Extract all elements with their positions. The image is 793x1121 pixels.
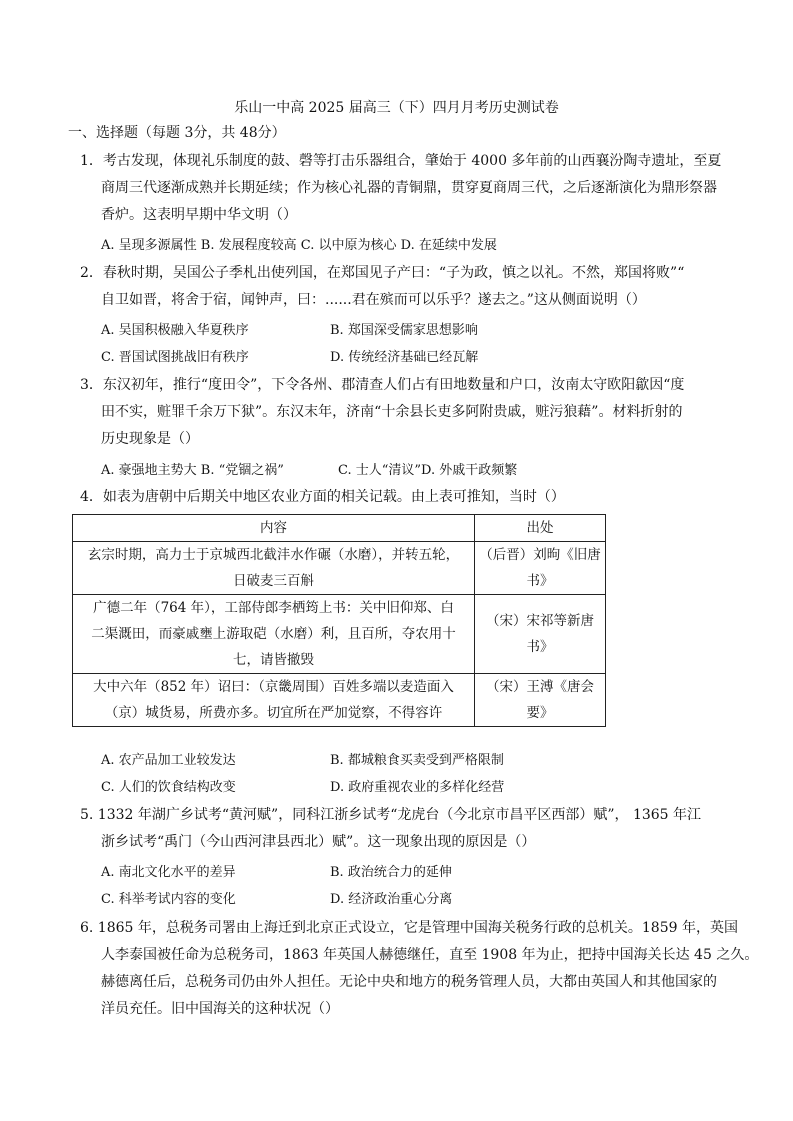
option-d: D. 传统经济基础已经瓦解 <box>330 350 479 365</box>
question-2-line: 2．春秋时期，吴国公子季札出使列国，在郑国见子产曰：“子为政，慎之以礼。不然，郑国将败”“ <box>80 265 685 281</box>
option-ab: A. 豪强地主势大 B. “党锢之祸” <box>101 463 284 478</box>
question-1-options: A. 呈现多源属性 B. 发展程度较高 C. 以中原为核心 D. 在延续中发展 <box>101 238 497 253</box>
question-4-line: 4．如表为唐朝中后期关中地区农业方面的相关记载。由上表可推知，当时（） <box>80 489 565 505</box>
row-content <box>73 595 475 674</box>
question-4 <box>80 484 720 511</box>
question-3-line: 田不实，赃罪千余万下狱”。东汉末年，济南“十余县长吏多阿附贵戚，赃污狼藉”。材料折射的 <box>101 404 683 420</box>
source-line: （宋）王溥《唐会 <box>486 679 594 695</box>
source-line: 书》 <box>526 573 554 589</box>
header-content: 内容 <box>73 515 475 542</box>
option-a: A. 南北文化水平的差异 <box>101 865 236 880</box>
content-line: 玄宗时期，高力士于京城西北截沣水作碾（水磨），并转五轮， <box>87 547 460 563</box>
question-6-line: 赫德离任后，总税务司仍由外人担任。无论中央和地方的税务管理人员，大都由英国人和其他国家的 <box>101 974 717 990</box>
question-3 <box>80 372 720 453</box>
exam-title: 乐山一中高 2025 届高三（下）四月月考历史测试卷 <box>234 100 559 116</box>
question-5-line: 浙乡试考“禹门（今山西河津县西北）赋”。这一现象出现的原因是（） <box>101 834 536 850</box>
question-6-line: 洋员充任。旧中国海关的这种状况（） <box>101 1001 339 1017</box>
question-6-line: 人李泰国被任命为总税务司，1863 年英国人赫德继任，直至 1908 年为止，把持中国海关长达 45 之久。 <box>101 947 759 963</box>
section-heading: 一、选择题（每题 3分，共 48分） <box>68 125 286 141</box>
option-d: D. 政府重视农业的多样化经营 <box>330 780 505 795</box>
question-2-line: 自卫如晋，将舍于宿，闻钟声，曰：......君在殡而可以乐乎？遂去之。”这从侧面说明（） <box>101 292 646 308</box>
content-line: 大中六年（852 年）诏曰：（京畿周围）百姓多端以麦造面入 <box>93 679 454 695</box>
question-5-line: 5. 1332 年湖广乡试考“黄河赋”，同科江浙乡试考“龙虎台（今北京市昌平区西部）赋”， 1365 年江 <box>80 807 702 823</box>
row-content <box>73 674 475 727</box>
record-table <box>72 514 606 727</box>
row-source <box>475 542 606 595</box>
source-line: 要》 <box>526 705 554 721</box>
option-b: B. 郑国深受儒家思想影响 <box>330 323 478 338</box>
table-row <box>73 595 606 674</box>
question-6-line: 6. 1865 年，总税务司署由上海迁到北京正式设立，它是管理中国海关税务行政的总机关。1859 年，英国 <box>80 920 738 936</box>
option-c: C. 人们的饮食结构改变 <box>101 780 236 795</box>
content-line: 广德二年（764 年），工部侍郎李栖筠上书：关中旧仰郑、白 <box>93 600 454 616</box>
question-5 <box>80 802 720 856</box>
content-line: 七，请皆撤毁 <box>233 652 314 668</box>
question-1-line: 1．考古发现，体现礼乐制度的鼓、磬等打击乐器组合，肇始于 4000 多年前的山西襄汾陶寺遗址，至夏 <box>80 153 722 169</box>
question-2 <box>80 260 720 314</box>
header-source: 出处 <box>475 515 606 542</box>
option-c: C. 晋国试图挑战旧有秩序 <box>101 350 249 365</box>
question-3-line: 历史现象是（） <box>101 431 199 447</box>
content-line: 二渠溉田，而豪戚壅上游取硙（水磨）利，且百所，夺农用十 <box>91 626 456 642</box>
option-a: A. 农产品加工业较发达 <box>101 753 236 768</box>
source-line: 书》 <box>526 639 554 655</box>
table-row <box>73 674 606 727</box>
option-d: D. 经济政治重心分离 <box>330 892 453 907</box>
table-header-row <box>73 515 606 542</box>
question-1 <box>80 148 720 229</box>
option-b: B. 都城粮食买卖受到严格限制 <box>330 753 504 768</box>
option-a: A. 吴国积极融入华夏秩序 <box>101 323 249 338</box>
row-source <box>475 595 606 674</box>
source-line: （后晋）刘昫《旧唐 <box>479 547 601 563</box>
option-cd: C. 士人“清议”D. 外戚干政频繁 <box>338 463 518 478</box>
table-row <box>73 542 606 595</box>
question-1-line: 商周三代逐渐成熟并长期延续；作为核心礼器的青铜鼎，贯穿夏商周三代，之后逐渐演化为鼎形祭器 <box>101 180 717 196</box>
question-1-line: 香炉。这表明早期中华文明（） <box>101 207 297 223</box>
content-line: （京）城货易，所费亦多。切宜所在严加觉察，不得容许 <box>104 705 443 721</box>
option-b: B. 政治统合力的延伸 <box>330 865 452 880</box>
source-line: （宋）宋祁等新唐 <box>486 613 594 629</box>
row-source <box>475 674 606 727</box>
row-content <box>73 542 475 595</box>
content-line: 日破麦三百斛 <box>233 573 314 589</box>
question-3-line: 3．东汉初年，推行“度田令”，下令各州、郡清查人们占有田地数量和户口，汝南太守欧阳歙因“度 <box>80 377 685 393</box>
question-6 <box>80 915 759 1023</box>
option-c: C. 科举考试内容的变化 <box>101 892 236 907</box>
